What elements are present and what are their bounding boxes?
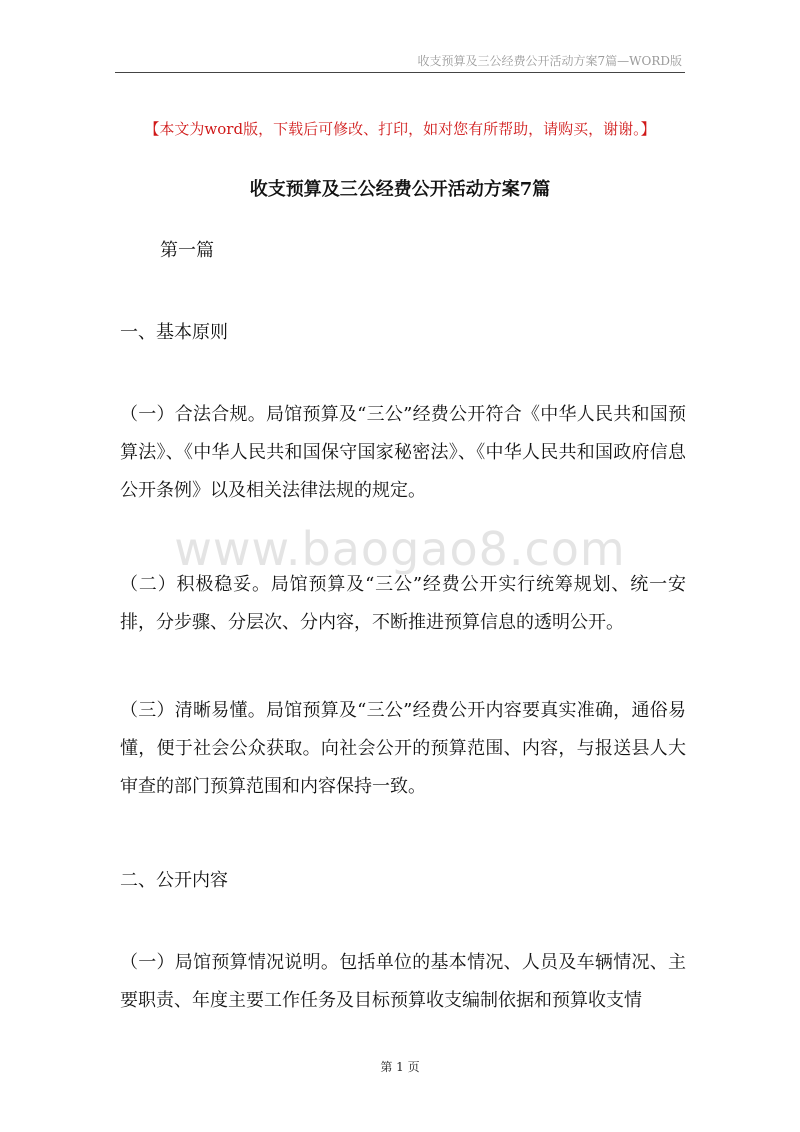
paragraph-steady-progress: （二）积极稳妥。局馆预算及“三公”经费公开实行统筹规划、统一安排，分步骤、分层次、分内容，不断推进预算信息的透明公开。	[120, 574, 686, 633]
document-title: 收支预算及三公经费公开活动方案7篇	[249, 179, 551, 200]
purchase-notice: 【本文为word版，下载后可修改、打印，如对您有所帮助，请购买，谢谢。】	[144, 120, 656, 138]
chapter-label: 第一篇	[160, 240, 214, 261]
paragraph-budget-description: （一）局馆预算情况说明。包括单位的基本情况、人员及车辆情况、主要职责、年度主要工作任务及目标预算收支编制依据和预算收支情	[120, 952, 686, 1011]
section-heading-principles: 一、基本原则	[120, 322, 228, 343]
section-heading-content: 二、公开内容	[120, 870, 228, 891]
paragraph-legal-compliance: （一）合法合规。局馆预算及“三公”经费公开符合《中华人民共和国预算法》、《中华人民共和国保守国家秘密法》、《中华人民共和国政府信息公开条例》以及相关法律法规的规定。	[120, 404, 686, 501]
watermark: www.baogao8.com	[174, 522, 626, 576]
header-divider	[115, 72, 685, 73]
paragraph-clear-understandable: （三）清晰易懂。局馆预算及“三公”经费公开内容要真实准确，通俗易懂，便于社会公众获取。向社会公开的预算范围、内容，与报送县人大审查的部门预算范围和内容保持一致。	[120, 700, 686, 797]
running-header: 收支预算及三公经费公开活动方案7篇—WORD版	[417, 54, 682, 68]
page-number: 第 1 页	[380, 1060, 420, 1074]
